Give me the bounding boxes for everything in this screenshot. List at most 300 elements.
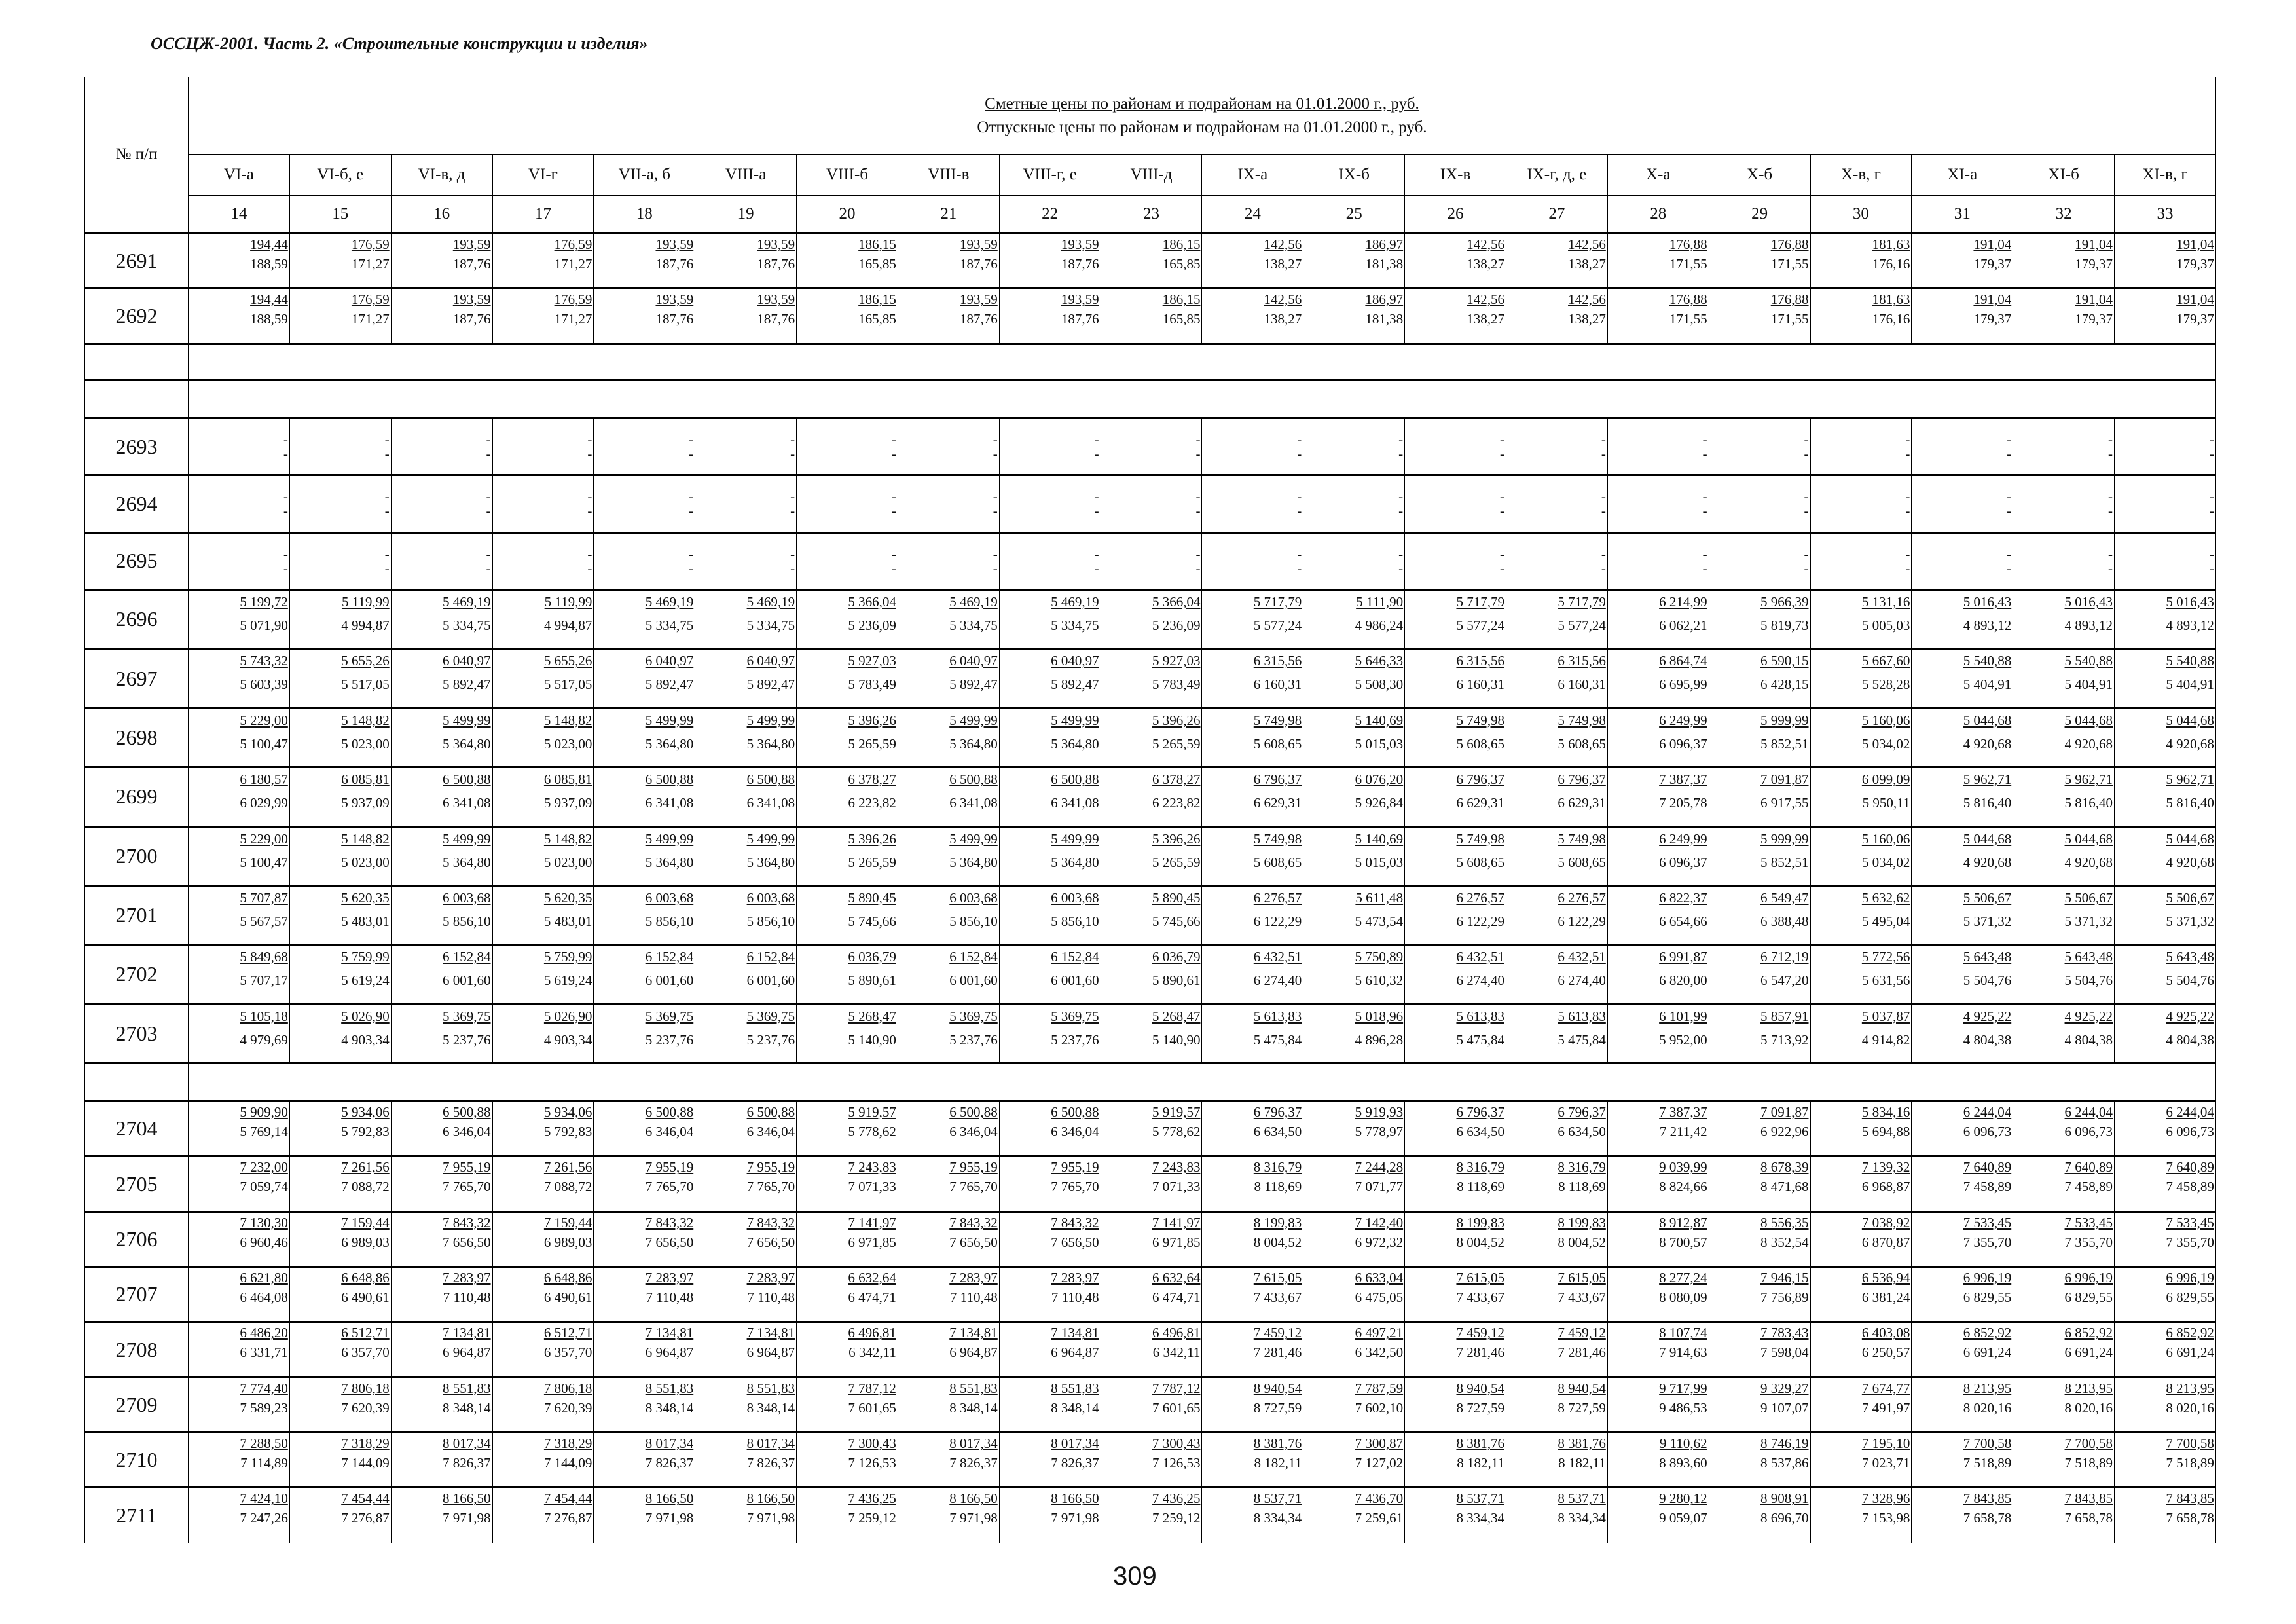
- price-cell: [1101, 590, 1202, 649]
- price-cell: [1202, 289, 1303, 344]
- price-cell: [391, 767, 492, 826]
- estimate-price: 5 499,99: [949, 830, 998, 847]
- release-price: 6 001,60: [443, 972, 491, 989]
- price-cell: [695, 1322, 797, 1377]
- estimate-price: 7 318,29: [543, 1435, 592, 1452]
- price-cell: [1506, 826, 1607, 885]
- price-cell: [1405, 649, 1506, 708]
- estimate-price: 6 040,97: [746, 653, 795, 669]
- price-cell: [189, 767, 290, 826]
- column-number: 25: [1303, 195, 1405, 233]
- price-cell: [898, 233, 999, 288]
- release-price: 5 483,01: [341, 913, 390, 929]
- estimate-price: 6 040,97: [949, 653, 998, 669]
- price-cell: [695, 418, 797, 475]
- price-cell: [1303, 1433, 1405, 1488]
- estimate-price: 5 655,26: [543, 653, 592, 669]
- release-price: -: [1094, 560, 1099, 576]
- table-row: [85, 1488, 2216, 1543]
- column-number: 32: [2013, 195, 2115, 233]
- price-cell: [1202, 826, 1303, 885]
- price-cell: [695, 233, 797, 288]
- estimate-price: 6 864,74: [1659, 653, 1707, 669]
- estimate-price: 6 996,19: [1963, 1270, 2012, 1286]
- release-price: 7 355,70: [2166, 1234, 2214, 1250]
- estimate-price: 7 454,44: [341, 1490, 390, 1507]
- estimate-price: 5 962,71: [1963, 771, 2012, 788]
- price-cell: [189, 1211, 290, 1266]
- release-price: 6 829,55: [2166, 1289, 2214, 1306]
- estimate-price: 176,88: [1669, 291, 1707, 308]
- release-price: -: [1398, 560, 1404, 576]
- release-price: 5 816,40: [2064, 795, 2113, 811]
- price-cell: [289, 826, 391, 885]
- estimate-price: -: [587, 489, 592, 505]
- price-cell: [1303, 532, 1405, 589]
- price-cell: [1101, 1322, 1202, 1377]
- price-cell: [797, 1211, 898, 1266]
- price-cell: [391, 1377, 492, 1432]
- page-number: 309: [1113, 1562, 1157, 1591]
- release-price: 6 490,61: [543, 1289, 592, 1306]
- estimate-price: 5 105,18: [240, 1008, 288, 1024]
- release-price: -: [1094, 503, 1099, 519]
- column-header: VI-а: [189, 155, 290, 195]
- release-price: 6 341,08: [443, 795, 491, 811]
- price-cell: [1303, 1211, 1405, 1266]
- estimate-price: 7 640,89: [2064, 1159, 2113, 1175]
- price-cell: [1506, 945, 1607, 1004]
- price-cell: [1607, 1488, 1709, 1543]
- price-cell: [695, 1377, 797, 1432]
- estimate-price: 176,59: [351, 291, 390, 308]
- price-cell: [797, 475, 898, 532]
- release-price: 5 071,90: [240, 618, 288, 634]
- price-cell: [391, 418, 492, 475]
- release-price: 6 331,71: [240, 1344, 288, 1361]
- estimate-price: 7 261,56: [341, 1159, 390, 1175]
- price-cell: [1607, 233, 1709, 288]
- release-price: -: [384, 446, 390, 462]
- price-cell: [1303, 767, 1405, 826]
- estimate-price: 7 700,58: [2166, 1435, 2214, 1452]
- estimate-price: 7 159,44: [341, 1214, 390, 1230]
- estimate-price: -: [587, 432, 592, 448]
- price-cell: [1101, 289, 1202, 344]
- release-price: -: [384, 503, 390, 519]
- release-price: 5 792,83: [341, 1124, 390, 1140]
- title-line-estimate: Сметные цены по районам и подрайонам на 01.01.2000 г., руб.: [985, 94, 1419, 113]
- release-price: 4 893,12: [2064, 618, 2113, 634]
- price-cell: [1709, 418, 1810, 475]
- release-price: 5 364,80: [746, 854, 795, 870]
- estimate-price: 6 500,88: [645, 771, 694, 788]
- estimate-price: -: [2209, 545, 2214, 562]
- price-cell: [1303, 945, 1405, 1004]
- estimate-price: 7 843,85: [2064, 1490, 2113, 1507]
- release-price: 5 364,80: [746, 735, 795, 752]
- price-table-body: [85, 77, 2216, 1543]
- estimate-price: 5 469,19: [949, 594, 998, 610]
- price-cell: [1810, 1267, 1912, 1322]
- row-number: 2704: [85, 1101, 189, 1156]
- estimate-price: 191,04: [2075, 236, 2113, 252]
- price-cell: [594, 1004, 695, 1063]
- release-price: 171,27: [351, 255, 390, 272]
- estimate-price: 5 717,79: [1456, 594, 1504, 610]
- release-price: 6 029,99: [240, 795, 288, 811]
- estimate-price: 6 099,09: [1861, 771, 1910, 788]
- price-cell: [797, 1101, 898, 1156]
- row-number: 2696: [85, 590, 189, 649]
- price-cell: [2115, 767, 2216, 826]
- price-cell: [289, 1267, 391, 1322]
- estimate-price: 6 496,81: [1152, 1325, 1201, 1341]
- price-cell: [289, 767, 391, 826]
- price-cell: [695, 649, 797, 708]
- estimate-price: 186,15: [858, 236, 896, 252]
- release-price: 9 059,07: [1659, 1510, 1707, 1526]
- column-number: 18: [594, 195, 695, 233]
- row-number: 2701: [85, 885, 189, 944]
- price-cell: [898, 418, 999, 475]
- estimate-price: 7 615,05: [1253, 1270, 1302, 1286]
- price-cell: [1810, 1488, 1912, 1543]
- price-cell: [492, 233, 594, 288]
- release-price: 7 458,89: [2064, 1179, 2113, 1195]
- estimate-price: 5 160,06: [1861, 712, 1910, 728]
- price-cell: [2013, 1377, 2115, 1432]
- release-price: 5 528,28: [1861, 676, 1910, 693]
- table-row: [85, 532, 2216, 589]
- price-cell: [1101, 475, 1202, 532]
- estimate-price: 6 536,94: [1861, 1270, 1910, 1286]
- price-cell: [1607, 1211, 1709, 1266]
- release-price: 4 920,68: [1963, 735, 2012, 752]
- price-cell: [1912, 590, 2013, 649]
- price-cell: [1202, 418, 1303, 475]
- estimate-price: 5 717,79: [1253, 594, 1302, 610]
- estimate-price: 6 500,88: [443, 1104, 491, 1120]
- release-price: 6 346,04: [746, 1124, 795, 1140]
- price-cell: [289, 1004, 391, 1063]
- release-price: 7 110,48: [950, 1289, 998, 1306]
- release-price: 5 608,65: [1253, 735, 1302, 752]
- release-price: 8 334,34: [1253, 1510, 1302, 1526]
- separator-cell: [189, 380, 2216, 418]
- release-price: 7 826,37: [1051, 1455, 1099, 1471]
- estimate-price: -: [891, 545, 896, 562]
- release-price: 181,38: [1365, 311, 1404, 327]
- estimate-price: 186,97: [1365, 236, 1404, 252]
- price-cell: [391, 708, 492, 767]
- price-cell: [1912, 1267, 2013, 1322]
- estimate-price: 5 643,48: [2166, 949, 2214, 965]
- release-price: 5 619,24: [341, 972, 390, 989]
- price-cell: [797, 590, 898, 649]
- page-header: ОССЦЖ-2001. Часть 2. «Строительные конструкции и изделия»: [151, 34, 648, 53]
- release-price: -: [1702, 560, 1707, 576]
- price-cell: [289, 1433, 391, 1488]
- estimate-price: 7 134,81: [949, 1325, 998, 1341]
- estimate-price: 5 396,26: [848, 712, 896, 728]
- release-price: 5 603,39: [240, 676, 288, 693]
- release-price: 7 276,87: [543, 1510, 592, 1526]
- estimate-price: 6 152,84: [746, 949, 795, 965]
- price-cell: [2013, 1322, 2115, 1377]
- estimate-price: -: [2108, 432, 2113, 448]
- price-cell: [2013, 1267, 2115, 1322]
- price-cell: [1607, 475, 1709, 532]
- estimate-price: 5 016,43: [2064, 594, 2113, 610]
- estimate-price: 7 843,32: [1051, 1214, 1099, 1230]
- price-cell: [1709, 1322, 1810, 1377]
- estimate-price: 5 857,91: [1760, 1008, 1809, 1024]
- price-cell: [189, 1488, 290, 1543]
- estimate-price: 7 843,32: [949, 1214, 998, 1230]
- estimate-price: -: [1094, 432, 1099, 448]
- estimate-price: 194,44: [250, 291, 288, 308]
- release-price: -: [891, 503, 896, 519]
- estimate-price: 194,44: [250, 236, 288, 252]
- release-price: 6 274,40: [1456, 972, 1504, 989]
- estimate-price: -: [1905, 432, 1910, 448]
- release-price: 5 334,75: [443, 618, 491, 634]
- price-cell: [2013, 885, 2115, 944]
- column-header: VIII-г, е: [999, 155, 1101, 195]
- price-cell: [1709, 826, 1810, 885]
- release-price: 176,16: [1872, 255, 1910, 272]
- price-cell: [189, 826, 290, 885]
- release-price: 171,27: [554, 255, 592, 272]
- release-price: 8 020,16: [1963, 1399, 2012, 1416]
- price-cell: [2013, 1433, 2115, 1488]
- price-cell: [1303, 475, 1405, 532]
- estimate-price: -: [1297, 432, 1302, 448]
- column-header: X-а: [1607, 155, 1709, 195]
- price-cell: [189, 885, 290, 944]
- table-row: [85, 1004, 2216, 1063]
- estimate-price: 6 512,71: [543, 1325, 592, 1341]
- estimate-price: 8 678,39: [1760, 1159, 1809, 1175]
- release-price: 5 034,02: [1861, 854, 1910, 870]
- section-separator-row: [85, 380, 2216, 418]
- release-price: 5 856,10: [1051, 913, 1099, 929]
- release-price: 187,76: [452, 311, 491, 327]
- estimate-price: 5 148,82: [341, 712, 390, 728]
- release-price: 5 364,80: [1051, 735, 1099, 752]
- release-price: 6 547,20: [1760, 972, 1809, 989]
- release-price: -: [1804, 503, 1809, 519]
- estimate-price: 7 454,44: [543, 1490, 592, 1507]
- estimate-price: 5 469,19: [1051, 594, 1099, 610]
- price-cell: [999, 475, 1101, 532]
- release-price: 6 346,04: [949, 1124, 998, 1140]
- release-price: 6 122,29: [1558, 913, 1606, 929]
- estimate-price: 8 912,87: [1659, 1214, 1707, 1230]
- price-cell: [2115, 1156, 2216, 1211]
- price-cell: [1101, 649, 1202, 708]
- estimate-price: 6 403,08: [1861, 1325, 1910, 1341]
- release-price: 5 778,97: [1355, 1124, 1404, 1140]
- price-cell: [1607, 590, 1709, 649]
- estimate-price: 7 436,70: [1355, 1490, 1404, 1507]
- release-price: 4 920,68: [2064, 735, 2113, 752]
- row-number: 2699: [85, 767, 189, 826]
- price-cell: [999, 1488, 1101, 1543]
- estimate-price: 6 101,99: [1659, 1008, 1707, 1024]
- estimate-price: -: [1804, 432, 1809, 448]
- release-price: 7 088,72: [543, 1179, 592, 1195]
- release-price: 6 474,71: [848, 1289, 896, 1306]
- release-price: -: [1804, 446, 1809, 462]
- estimate-price: 5 962,71: [2166, 771, 2214, 788]
- release-price: -: [1297, 446, 1302, 462]
- price-cell: [2115, 708, 2216, 767]
- estimate-price: 5 366,04: [848, 594, 896, 610]
- release-price: 7 765,70: [645, 1179, 694, 1195]
- price-cell: [1202, 708, 1303, 767]
- estimate-price: 6 378,27: [848, 771, 896, 788]
- release-price: 5 892,47: [1051, 676, 1099, 693]
- table-row: [85, 1267, 2216, 1322]
- release-price: 6 922,96: [1760, 1124, 1809, 1140]
- price-cell: [1709, 590, 1810, 649]
- estimate-price: 6 500,88: [746, 1104, 795, 1120]
- release-price: 5 364,80: [645, 735, 694, 752]
- estimate-price: 6 003,68: [645, 889, 694, 906]
- price-cell: [1912, 1101, 2013, 1156]
- release-price: 6 475,05: [1355, 1289, 1404, 1306]
- release-price: 5 816,40: [2166, 795, 2214, 811]
- estimate-price: -: [1195, 432, 1201, 448]
- estimate-price: 5 927,03: [1152, 653, 1201, 669]
- price-cell: [1101, 1267, 1202, 1322]
- estimate-price: 6 991,87: [1659, 949, 1707, 965]
- release-price: 5 015,03: [1355, 854, 1404, 870]
- price-cell: [695, 1156, 797, 1211]
- release-price: 7 205,78: [1659, 795, 1707, 811]
- price-cell: [797, 708, 898, 767]
- price-cell: [1912, 289, 2013, 344]
- release-price: 7 355,70: [2064, 1234, 2113, 1250]
- estimate-price: 193,59: [960, 291, 998, 308]
- estimate-price: 5 016,43: [1963, 594, 2012, 610]
- price-cell: [1303, 289, 1405, 344]
- price-cell: [189, 1377, 290, 1432]
- estimate-price: 7 288,50: [240, 1435, 288, 1452]
- price-cell: [189, 233, 290, 288]
- price-cell: [695, 1101, 797, 1156]
- release-price: 5 364,80: [1051, 854, 1099, 870]
- price-cell: [1303, 233, 1405, 288]
- estimate-price: 5 707,87: [240, 889, 288, 906]
- estimate-price: -: [993, 545, 998, 562]
- estimate-price: 193,59: [452, 236, 491, 252]
- release-price: 6 964,87: [949, 1344, 998, 1361]
- price-cell: [289, 1322, 391, 1377]
- release-price: 6 964,87: [443, 1344, 491, 1361]
- price-cell: [1709, 1267, 1810, 1322]
- estimate-price: -: [2209, 489, 2214, 505]
- estimate-price: -: [384, 489, 390, 505]
- price-cell: [391, 532, 492, 589]
- price-cell: [391, 1267, 492, 1322]
- row-number: 2691: [85, 233, 189, 288]
- table-row: [85, 767, 2216, 826]
- release-price: 5 023,00: [543, 854, 592, 870]
- price-cell: [1303, 826, 1405, 885]
- release-price: 187,76: [960, 255, 998, 272]
- release-price: 7 601,65: [848, 1399, 896, 1416]
- estimate-price: 5 499,99: [746, 830, 795, 847]
- estimate-price: 142,56: [1264, 236, 1302, 252]
- estimate-price: 5 620,35: [341, 889, 390, 906]
- price-cell: [2013, 418, 2115, 475]
- release-price: 6 096,37: [1659, 735, 1707, 752]
- price-cell: [2115, 885, 2216, 944]
- release-price: 7 433,67: [1456, 1289, 1504, 1306]
- estimate-price: 193,59: [655, 291, 694, 308]
- estimate-price: -: [2108, 545, 2113, 562]
- release-price: 7 756,89: [1760, 1289, 1809, 1306]
- price-cell: [1810, 1101, 1912, 1156]
- price-cell: [289, 885, 391, 944]
- column-number: 16: [391, 195, 492, 233]
- estimate-price: 7 459,12: [1253, 1325, 1302, 1341]
- release-price: 7 276,87: [341, 1510, 390, 1526]
- release-price: 4 994,87: [543, 618, 592, 634]
- price-cell: [898, 945, 999, 1004]
- estimate-price: -: [2209, 432, 2214, 448]
- price-cell: [1202, 475, 1303, 532]
- price-cell: [1202, 1322, 1303, 1377]
- price-cell: [695, 475, 797, 532]
- release-price: 6 695,99: [1659, 676, 1707, 693]
- price-cell: [2115, 945, 2216, 1004]
- price-cell: [1607, 885, 1709, 944]
- estimate-price: 7 774,40: [240, 1380, 288, 1396]
- column-header: VI-г: [492, 155, 594, 195]
- release-price: 5 334,75: [949, 618, 998, 634]
- estimate-price: 6 040,97: [1051, 653, 1099, 669]
- release-price: 5 937,09: [341, 795, 390, 811]
- column-header: IX-б: [1303, 155, 1405, 195]
- price-cell: [1303, 885, 1405, 944]
- estimate-price: 8 166,50: [949, 1490, 998, 1507]
- release-price: -: [2209, 503, 2214, 519]
- estimate-price: 8 537,71: [1558, 1490, 1606, 1507]
- release-price: 7 259,61: [1355, 1510, 1404, 1526]
- release-price: -: [283, 560, 288, 576]
- price-cell: [2013, 1004, 2115, 1063]
- release-price: 5 334,75: [746, 618, 795, 634]
- release-price: 6 829,55: [2064, 1289, 2113, 1306]
- estimate-price: 6 852,92: [1963, 1325, 2012, 1341]
- release-price: 6 223,82: [1152, 795, 1201, 811]
- estimate-price: 6 003,68: [949, 889, 998, 906]
- price-cell: [1202, 767, 1303, 826]
- price-cell: [1506, 1156, 1607, 1211]
- release-price: 5 473,54: [1355, 913, 1404, 929]
- release-price: 7 620,39: [543, 1399, 592, 1416]
- price-cell: [1912, 649, 2013, 708]
- price-cell: [1506, 1322, 1607, 1377]
- estimate-price: 5 026,90: [543, 1008, 592, 1024]
- price-cell: [898, 1156, 999, 1211]
- table-row: [85, 826, 2216, 885]
- price-cell: [999, 945, 1101, 1004]
